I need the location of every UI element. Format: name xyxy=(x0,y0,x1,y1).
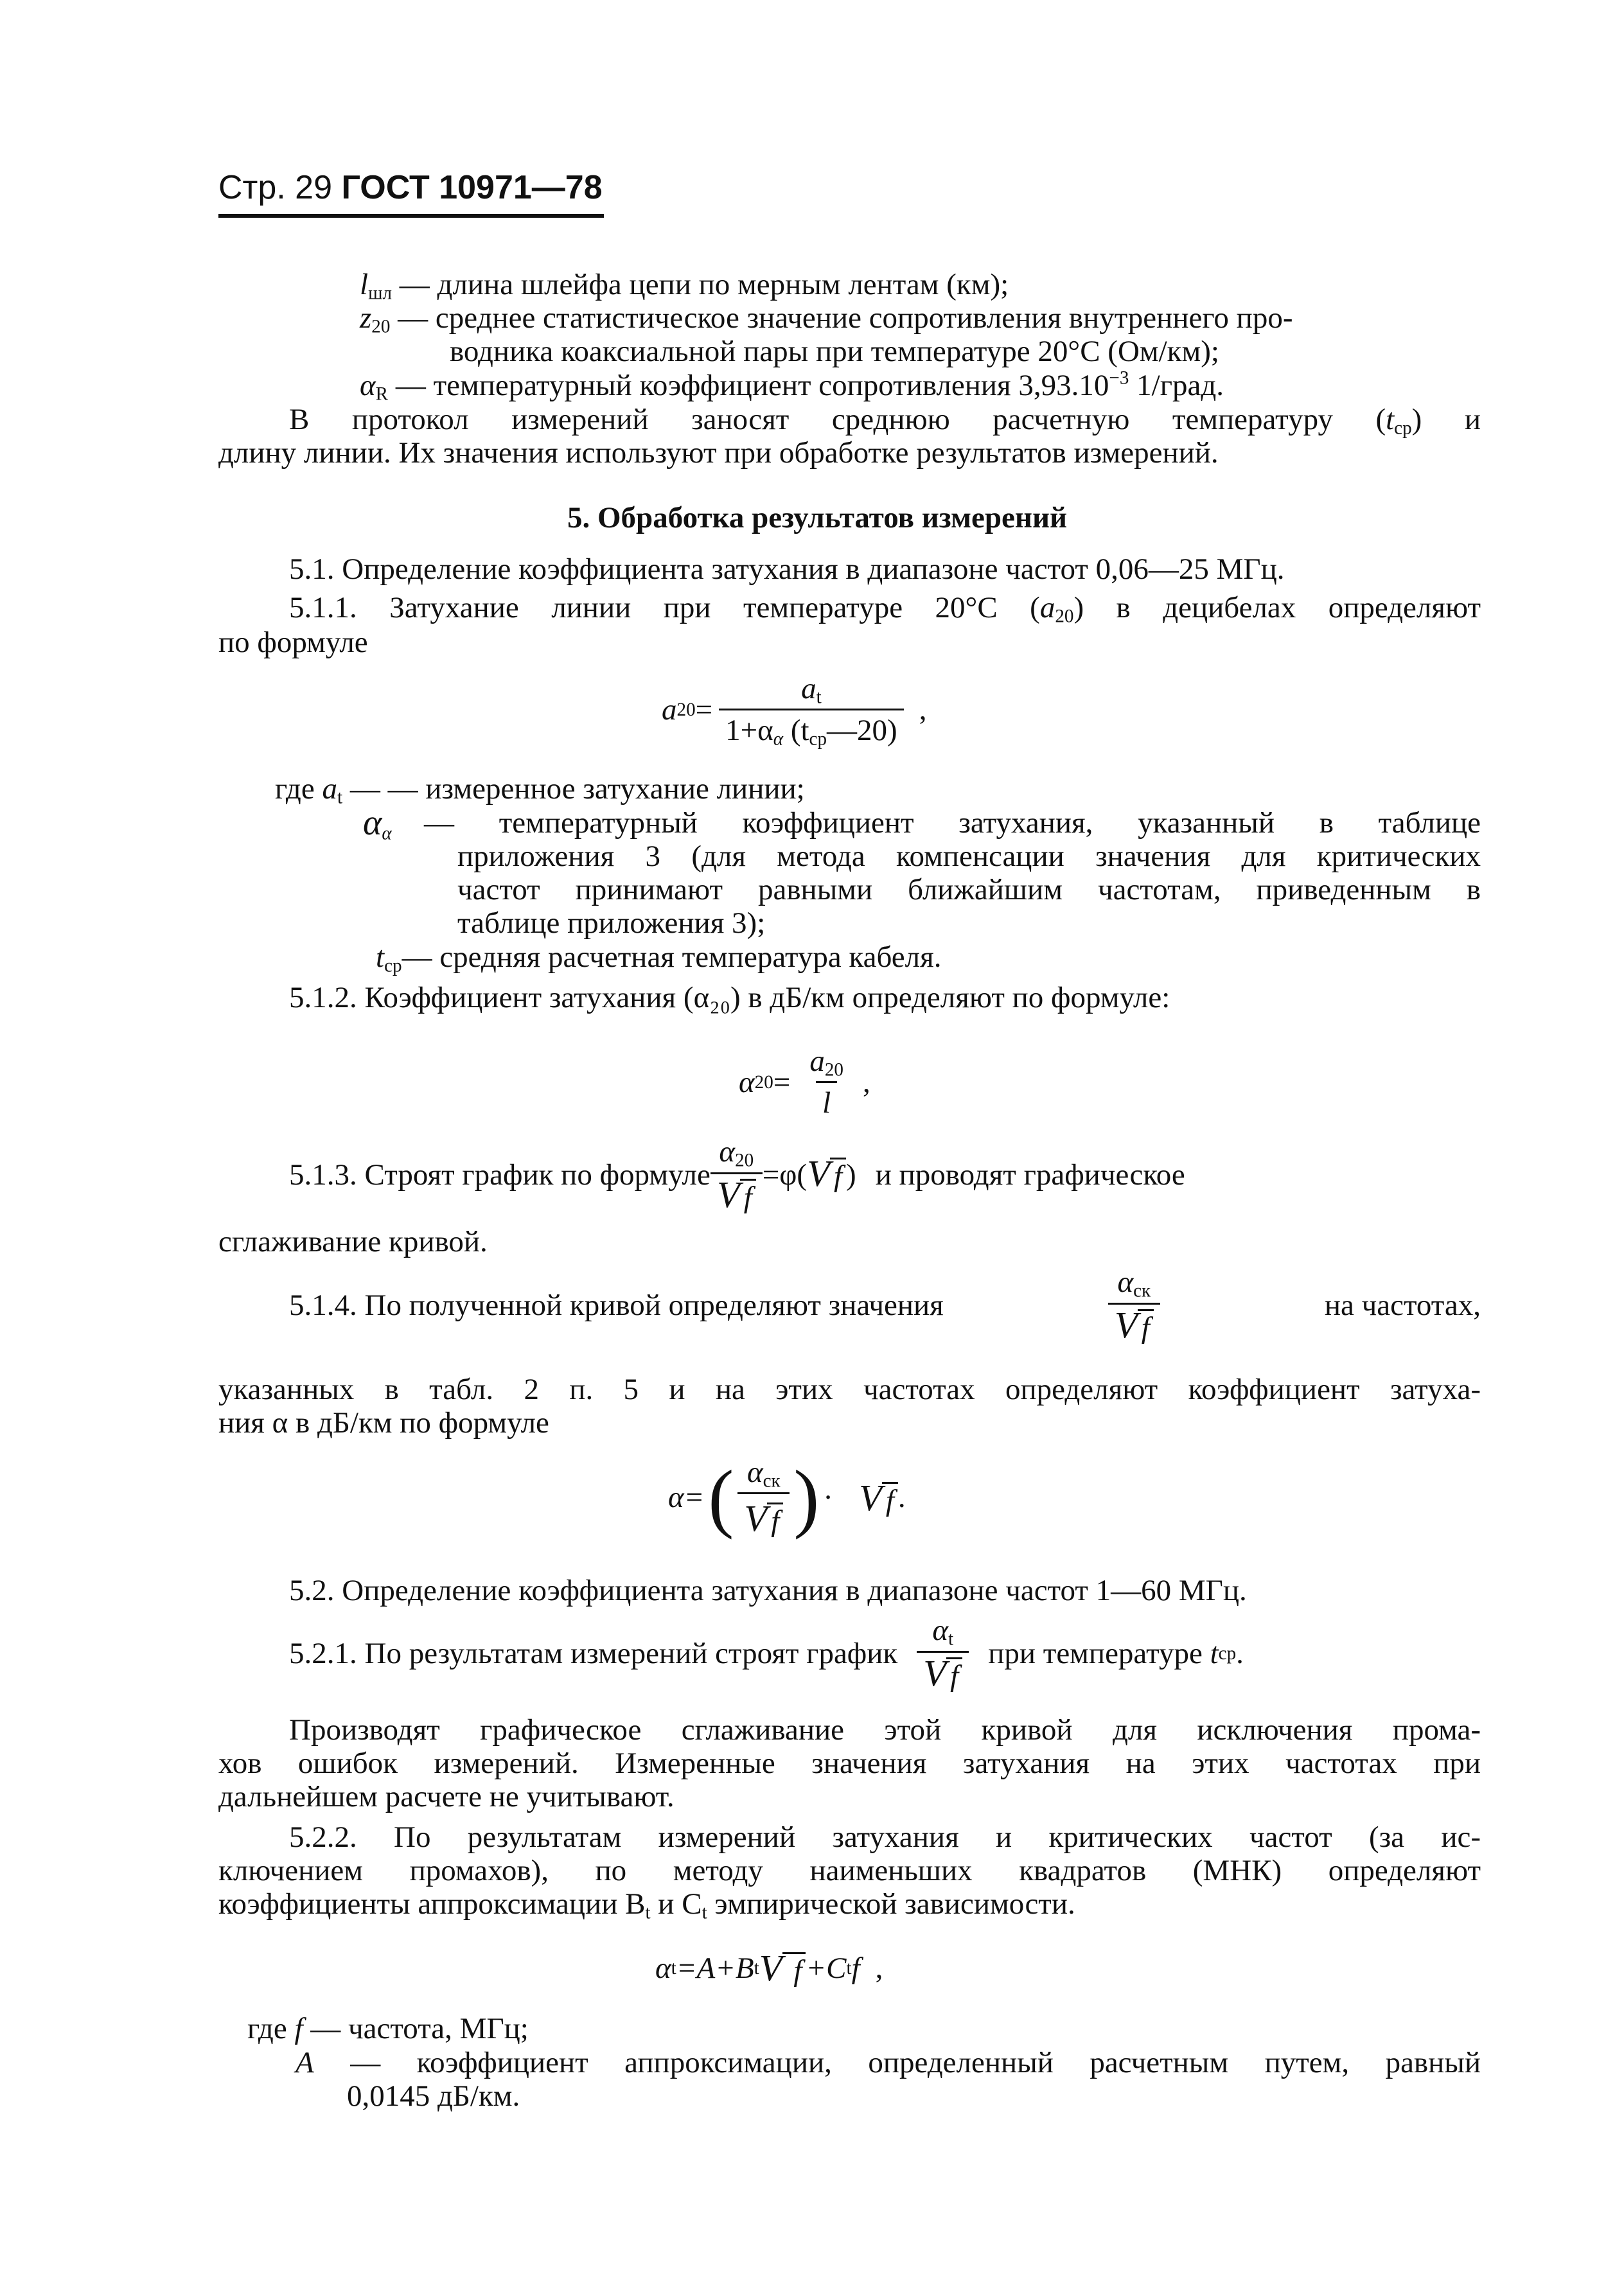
def-alpha-alpha-line1: — температурный коэффициент затухания, указанный в таблице xyxy=(424,806,1481,840)
header-rule xyxy=(218,214,604,218)
formula-a20: a 20 = $\frac{a_t}{1+\alpha_\alpha (t_{ср}—20)}$ , xyxy=(662,672,927,750)
def-at: где $a_t$ — — измеренное затухание линии; xyxy=(275,772,805,808)
para-5-1-3-line2: сглаживание кривой. xyxy=(218,1225,488,1258)
formula-alphat: α t =A+B t V f +C t f , xyxy=(655,1947,883,1989)
para-5-1-4-line3: ния α в дБ/км по формуле xyxy=(218,1406,549,1440)
def-f: где f — частота, МГц; xyxy=(247,2012,529,2045)
para-5-2-2-line1: 5.2.2. По результатам измерений затухания и критических частот (за ис- xyxy=(289,1820,1481,1854)
def-A-line1: A — коэффициент аппроксимации, определенный расчетным путем, равный xyxy=(296,2046,1481,2079)
para-5-2-2-line2: ключением промахов), по методу наименьших квадратов (МНК) определяют xyxy=(218,1854,1481,1887)
para-5-2-2-line3: коэффициенты аппроксимации $B_t$ и $C_t$ эмпирической зависимости. xyxy=(218,1887,1075,1923)
formula-alpha20: α 20 = $\frac{a_{20}}{l}$ , xyxy=(739,1044,870,1120)
para-5-1-4-line2: указанных в табл. 2 п. 5 и на этих частотах определяют коэффициент затуха- xyxy=(218,1373,1481,1406)
def-alphaR: $\alpha_R$ — температурный коэффициент сопротивления $3,93.10^{-3}$ 1/град. xyxy=(360,367,1224,405)
para-5-1: 5.1. Определение коэффициента затухания в диапазоне частот 0,06—25 МГц. xyxy=(289,552,1285,586)
para-5-1-2: 5.1.2. Коэффициент затухания (α₂₀) в дБ/км определяют по формуле: xyxy=(289,981,1170,1014)
para-5-1-3: 5.1.3. Строят график по формуле $\frac{\alpha_{20}}{\text{V f}}$ =φ( V f ) и проводят графическое xyxy=(289,1135,1185,1215)
def-lshl: $l_{шл}$ — длина шлейфа цепи по мерным лентам (км); xyxy=(360,268,1009,304)
def-alpha-alpha-line2: приложения 3 (для метода компенсации значения для критических xyxy=(457,840,1481,873)
def-alpha-alpha-line3: частот принимают равными ближайшим частотам, приведенным в xyxy=(457,873,1481,906)
formula-alpha: α= ( $\frac{\alpha_{ск}}{\text{V f}}$ ) · V f . xyxy=(668,1454,906,1540)
para-5-1-4: 5.1.4. По полученной кривой определяют значения $\frac{\alpha_{ск}}{\text{V f}}$ на частотах, xyxy=(289,1265,1481,1346)
protocol-line2: длину линии. Их значения используют при обработке результатов измерений. xyxy=(218,436,1219,470)
document-id: ГОСТ 10971—78 xyxy=(341,169,603,206)
para-5-2-1-line3: хов ошибок измерений. Измеренные значения затухания на этих частотах при xyxy=(218,1747,1481,1780)
page-header xyxy=(218,168,603,207)
def-alpha-alpha: $\alpha_\alpha$ xyxy=(363,803,392,844)
def-A-line2: 0,0145 дБ/км. xyxy=(347,2079,520,2113)
section-title: 5. Обработка результатов измерений xyxy=(567,501,1068,534)
para-5-2-1: 5.2.1. По результатам измерений строят график $\frac{\alpha_t}{\text{V f}}$ при температуре t ср . xyxy=(289,1614,1244,1694)
para-5-2: 5.2. Определение коэффициента затухания в диапазоне частот 1—60 МГц. xyxy=(289,1574,1247,1607)
para-5-1-1-line2: по формуле xyxy=(218,626,368,659)
page-number: Стр. 29 xyxy=(218,169,333,206)
protocol-line1: В протокол измерений заносят среднюю расчетную температуру $(t_{ср})$ и xyxy=(289,403,1481,439)
para-5-1-1-line1: 5.1.1. Затухание линии при температуре 20°С $(a_{20})$ в децибелах определяют xyxy=(289,591,1481,627)
def-alpha-alpha-line4: таблице приложения 3); xyxy=(457,906,766,940)
para-5-2-1-line2: Производят графическое сглаживание этой кривой для исключения прома- xyxy=(289,1713,1481,1747)
def-z20: $z_{20}$ — среднее статистическое значение сопротивления внутреннего про- xyxy=(360,301,1293,337)
def-z20-cont: водника коаксиальной пары при температуре 20°С (Ом/км); xyxy=(450,335,1219,368)
para-5-2-1-line4: дальнейшем расчете не учитывают. xyxy=(218,1780,675,1813)
def-tcp: $t_{ср}—$ средняя расчетная температура кабеля. xyxy=(376,940,942,976)
